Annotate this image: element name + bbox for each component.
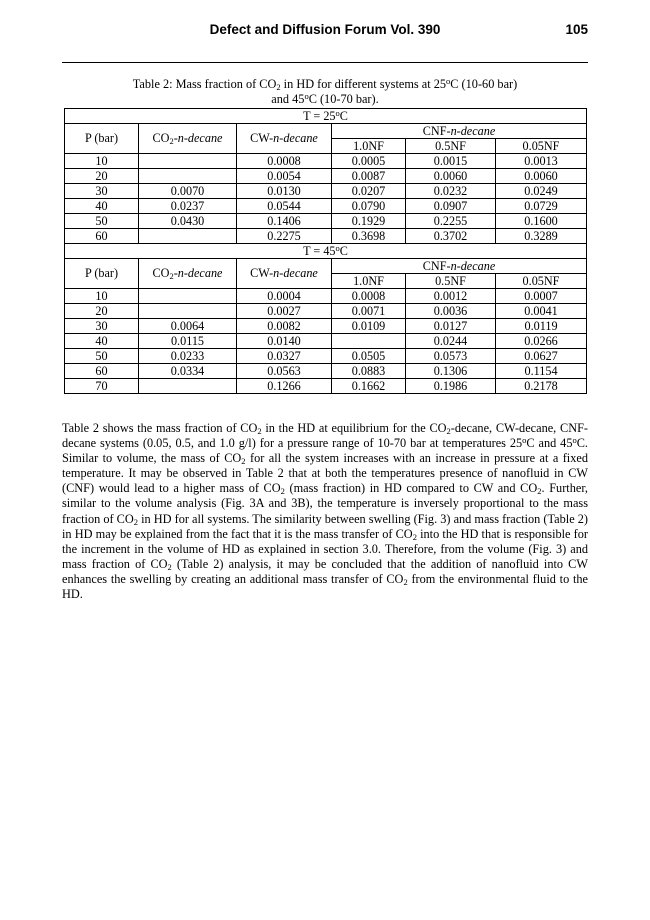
header-005nf: 0.05NF <box>496 139 587 154</box>
temperature-text: C <box>339 109 348 123</box>
header-italic: n-decane <box>450 259 496 273</box>
temperature-superscript: o <box>335 108 340 118</box>
temperature-text: C <box>339 244 348 258</box>
header-cw-decane <box>237 124 332 154</box>
table-cell: 50 <box>65 349 139 364</box>
paragraph-text: from the environmental fluid to the HD. <box>62 571 588 602</box>
table-cell: 0.0232 <box>406 184 496 199</box>
table-cell: 0.3702 <box>406 229 496 244</box>
table-row <box>65 334 587 349</box>
paragraph-superscript: o <box>522 435 527 446</box>
header-italic: n-decane <box>273 131 318 145</box>
table-cell: 0.0005 <box>332 154 406 169</box>
table-cell: 0.0790 <box>332 199 406 214</box>
paragraph-subscript: 2 <box>280 486 285 497</box>
paragraph-subscript: 2 <box>167 561 172 572</box>
paragraph-text: -decane, CW-decane, CNF-decane systems (0.05, 0.5, and 1.0 g/l) for a pressure range of 10-70 bar at temperatures 25 <box>62 421 589 451</box>
table-cell: 0.0544 <box>237 199 332 214</box>
table-cell: 0.0334 <box>139 364 237 379</box>
table-cell: 60 <box>65 229 139 244</box>
caption-text: C (10-70 bar). <box>308 92 379 106</box>
caption-text: and 45 <box>271 92 305 106</box>
table-cell: 0.0207 <box>332 184 406 199</box>
table-cell: 0.0327 <box>237 349 332 364</box>
table-cell: 0.1600 <box>496 214 587 229</box>
mass-fraction-table <box>64 108 587 394</box>
table-cell: 0.1406 <box>237 214 332 229</box>
header-italic: n-decane <box>273 266 318 280</box>
table-cell: 0.0563 <box>237 364 332 379</box>
caption-superscript: o <box>304 91 309 101</box>
table-cell: 0.0013 <box>496 154 587 169</box>
table-cell: 70 <box>65 379 139 394</box>
table-cell: 40 <box>65 199 139 214</box>
header-05nf: 0.5NF <box>406 274 496 289</box>
paragraph-subscript: 2 <box>537 486 542 497</box>
temperature-text: T = 25 <box>303 109 336 123</box>
temperature-superscript: o <box>335 243 340 253</box>
table-cell <box>332 334 406 349</box>
table-cell: 0.1154 <box>496 364 587 379</box>
header-05nf: 0.5NF <box>406 139 496 154</box>
header-text: CO <box>152 266 170 280</box>
table-cell: 30 <box>65 184 139 199</box>
table-cell: 0.2275 <box>237 229 332 244</box>
paragraph-text: C and 45 <box>526 436 573 451</box>
table-cell <box>139 229 237 244</box>
table-cell: 0.0140 <box>237 334 332 349</box>
paragraph-text: (mass fraction) in HD compared to CW and CO <box>284 481 538 496</box>
header-subscript: 2 <box>169 136 174 146</box>
header-text: CW- <box>250 266 274 280</box>
header-italic: n-decane <box>177 131 223 145</box>
caption-superscript: o <box>446 76 451 86</box>
paragraph-text: (Table 2) analysis, it may be concluded that the addition of nanofluid into CW enhances the swelling by creating an additional mass transfer of CO <box>62 556 588 586</box>
table-cell: 0.0573 <box>406 349 496 364</box>
table-cell: 0.0012 <box>406 289 496 304</box>
column-header-row <box>65 124 587 139</box>
table-row <box>65 379 587 394</box>
table-row <box>65 169 587 184</box>
table-cell: 0.1929 <box>332 214 406 229</box>
table-cell: 0.0015 <box>406 154 496 169</box>
table-cell: 0.0244 <box>406 334 496 349</box>
table-cell: 0.0064 <box>139 319 237 334</box>
header-rule <box>62 62 588 63</box>
header-cnf-decane <box>332 259 587 274</box>
table-cell: 50 <box>65 214 139 229</box>
header-co2-decane <box>139 259 237 289</box>
table-row <box>65 289 587 304</box>
paragraph-text: into the HD that is responsible for the increment in the volume of HD as explained in section 3.0. Therefore, from the volume (Fig. 3) and mass fraction of CO <box>62 526 589 571</box>
table-cell: 10 <box>65 154 139 169</box>
table-cell: 10 <box>65 289 139 304</box>
header-cw-decane <box>237 259 332 289</box>
table-cell: 0.0729 <box>496 199 587 214</box>
table-cell: 0.0060 <box>406 169 496 184</box>
table-cell: 0.0071 <box>332 304 406 319</box>
table-cell: 0.0008 <box>237 154 332 169</box>
paragraph-subscript: 2 <box>133 516 138 527</box>
table-cell: 0.1306 <box>406 364 496 379</box>
table-cell: 40 <box>65 334 139 349</box>
table-cell: 0.0060 <box>496 169 587 184</box>
table-cell: 0.0115 <box>139 334 237 349</box>
temperature-label <box>65 244 587 259</box>
paragraph-subscript: 2 <box>257 426 262 436</box>
paragraph-subscript: 2 <box>403 576 408 587</box>
table-row <box>65 184 587 199</box>
table-row <box>65 199 587 214</box>
table-row <box>65 304 587 319</box>
header-subscript: 2 <box>169 271 174 281</box>
paragraph-text: . Further, similar to the volume analysis (Fig. 3A and 3B), the temperature is inversely proportional to the mass fraction of CO <box>62 481 588 526</box>
journal-title: Defect and Diffusion Forum Vol. 390 <box>209 22 441 37</box>
body-paragraph <box>62 421 588 602</box>
header-text: CO <box>152 131 170 145</box>
header-text: CNF- <box>422 259 451 273</box>
table-cell <box>139 304 237 319</box>
table-cell: 0.2178 <box>496 379 587 394</box>
table-caption <box>64 77 586 107</box>
paragraph-superscript: o <box>572 435 577 446</box>
header-text: CNF- <box>422 124 451 138</box>
table-cell: 0.3289 <box>496 229 587 244</box>
table-row <box>65 229 587 244</box>
caption-text: Table 2: Mass fraction of CO <box>132 77 277 91</box>
header-italic: n-decane <box>450 124 496 138</box>
table-cell: 0.0004 <box>237 289 332 304</box>
caption-text: in HD for different systems at 25 <box>280 77 447 91</box>
header-text: CW- <box>250 131 274 145</box>
table-cell: 20 <box>65 304 139 319</box>
table-cell: 0.0430 <box>139 214 237 229</box>
header-co2-decane <box>139 124 237 154</box>
paragraph-text: in HD for all systems. The similarity between swelling (Fig. 3) and mass fraction (Table 2) in HD may be explained from the fact that it is the mass transfer of CO <box>62 511 588 541</box>
table-cell: 0.0505 <box>332 349 406 364</box>
header-italic: n-decane <box>177 266 223 280</box>
table-cell: 0.0266 <box>496 334 587 349</box>
table-cell: 30 <box>65 319 139 334</box>
table-cell <box>139 154 237 169</box>
table-cell: 0.0036 <box>406 304 496 319</box>
table-row <box>65 319 587 334</box>
table-cell: 0.1986 <box>406 379 496 394</box>
table-row <box>65 349 587 364</box>
table-cell <box>139 379 237 394</box>
temperature-text: T = 45 <box>303 244 336 258</box>
paragraph-subscript: 2 <box>412 531 417 542</box>
caption-text: C (10-60 bar) <box>450 77 518 91</box>
table-cell: 0.0130 <box>237 184 332 199</box>
table-cell: 0.0237 <box>139 199 237 214</box>
table-cell: 0.0907 <box>406 199 496 214</box>
table-cell: 0.1266 <box>237 379 332 394</box>
table-cell: 0.0082 <box>237 319 332 334</box>
table-cell: 0.0109 <box>332 319 406 334</box>
table-cell: 0.2255 <box>406 214 496 229</box>
column-header-row <box>65 259 587 274</box>
header-text: - <box>173 131 178 145</box>
paragraph-subscript: 2 <box>241 456 246 467</box>
header-1nf: 1.0NF <box>332 139 406 154</box>
table-cell: 60 <box>65 364 139 379</box>
table-cell: 0.0233 <box>139 349 237 364</box>
table-cell: 0.1662 <box>332 379 406 394</box>
table-row <box>65 364 587 379</box>
header-pressure: P (bar) <box>65 124 139 154</box>
paragraph-text: C. Similar to volume, the mass of CO <box>62 436 589 466</box>
table-cell: 0.0007 <box>496 289 587 304</box>
temperature-label <box>65 109 587 124</box>
header-1nf: 1.0NF <box>332 274 406 289</box>
paragraph-text: Table 2 shows the mass fraction of CO <box>62 421 258 435</box>
header-pressure: P (bar) <box>65 259 139 289</box>
table-cell <box>139 169 237 184</box>
table-cell: 0.0627 <box>496 349 587 364</box>
header-text: - <box>173 266 178 280</box>
temperature-row <box>65 109 587 124</box>
header-cnf-decane <box>332 124 587 139</box>
table-cell: 0.0008 <box>332 289 406 304</box>
table-cell: 0.0041 <box>496 304 587 319</box>
table-cell: 0.0249 <box>496 184 587 199</box>
page-number: 105 <box>565 22 588 37</box>
paragraph-text: for all the system increases with an increase in pressure at a fixed temperature. It may be observed in Table 2 that at both the temperatures presence of nanofluid in CW (CNF) would lead to a higher mass of CO <box>62 451 588 496</box>
paragraph-subscript: 2 <box>446 426 451 436</box>
table-cell: 0.0127 <box>406 319 496 334</box>
table-cell: 0.0119 <box>496 319 587 334</box>
table-cell: 0.3698 <box>332 229 406 244</box>
temperature-row <box>65 244 587 259</box>
table-cell: 0.0054 <box>237 169 332 184</box>
table-cell: 0.0027 <box>237 304 332 319</box>
table-cell: 20 <box>65 169 139 184</box>
table-cell: 0.0883 <box>332 364 406 379</box>
table-row <box>65 154 587 169</box>
header-005nf: 0.05NF <box>496 274 587 289</box>
table-row <box>65 214 587 229</box>
table-cell: 0.0087 <box>332 169 406 184</box>
caption-subscript: 2 <box>276 82 281 92</box>
paragraph-text: in the HD at equilibrium for the CO <box>261 421 447 435</box>
table-cell: 0.0070 <box>139 184 237 199</box>
table-cell <box>139 289 237 304</box>
page-header <box>62 22 588 42</box>
